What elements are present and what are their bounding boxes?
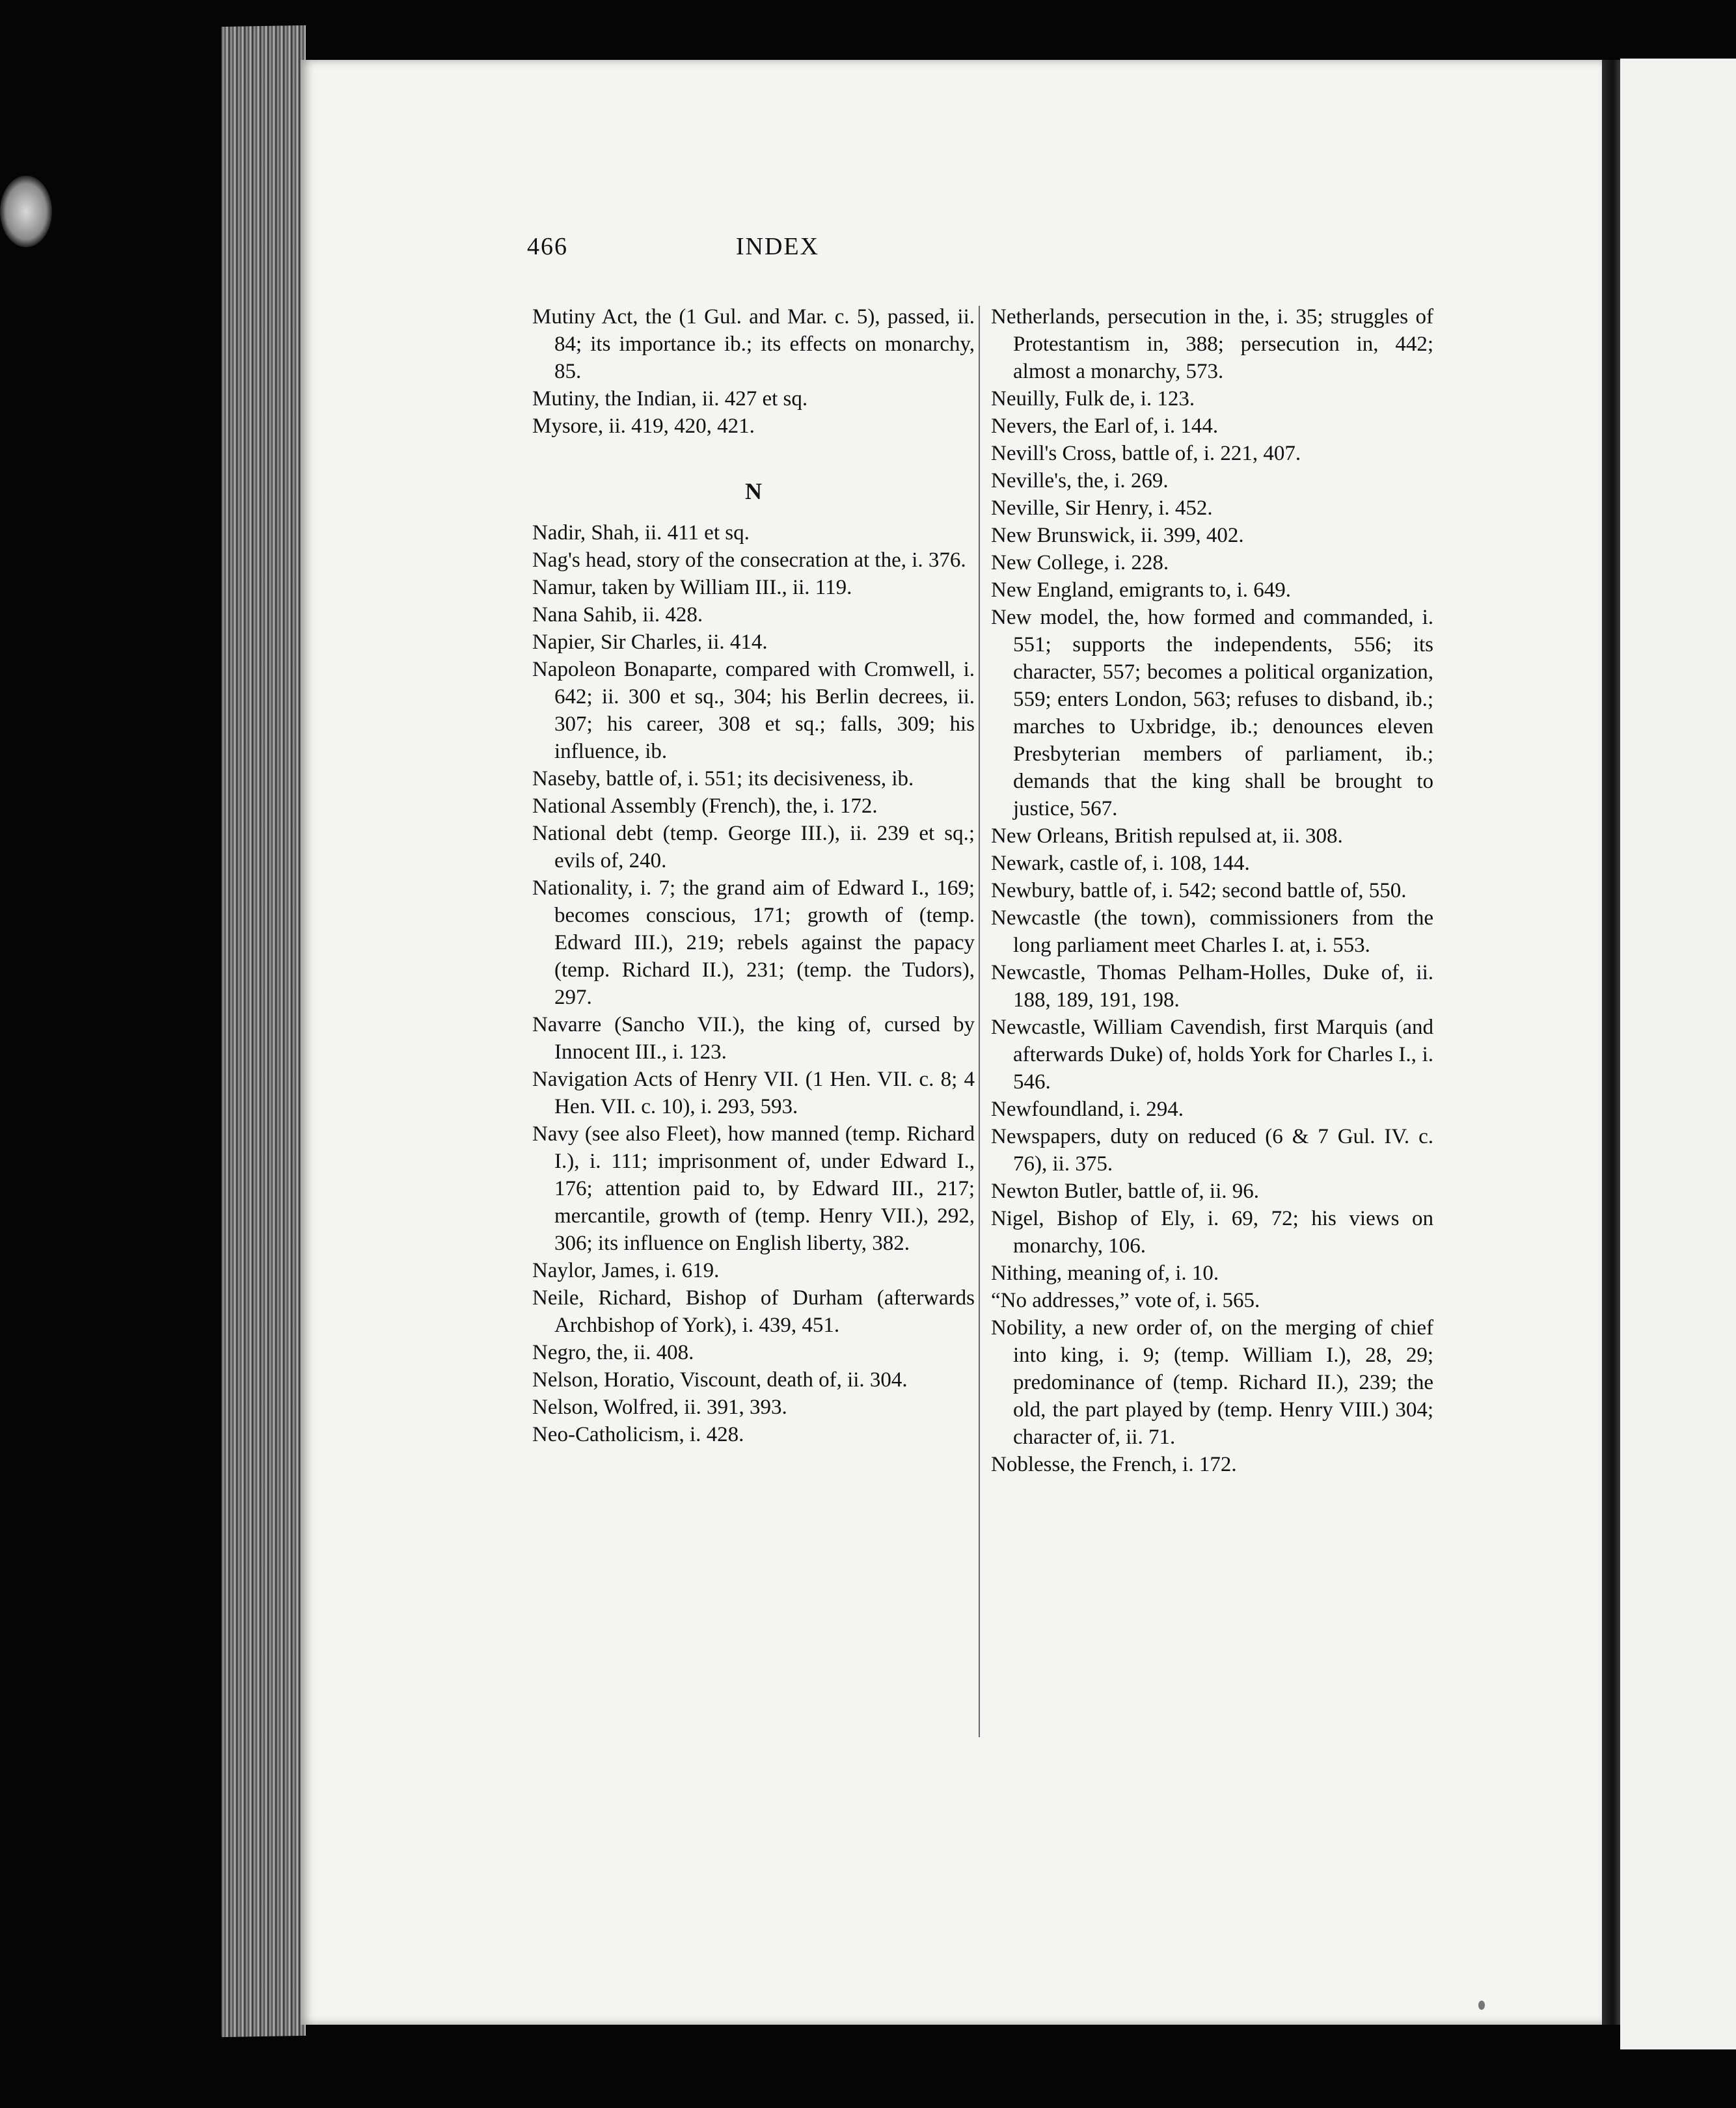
index-entry: New Orleans, British repulsed at, ii. 308. [991,824,1343,848]
index-entry: Newcastle, Thomas Pelham-Holles, Duke of, ii. 188, 189, 191, 198. [991,961,1433,1012]
section-letter: N [745,478,762,504]
page-header [527,232,1028,265]
book-gutter [1602,60,1620,2025]
index-entry: New College, i. 228. [991,551,1169,574]
index-entry: Newfoundland, i. 294. [991,1098,1184,1121]
index-entry: Newark, castle of, i. 108, 144. [991,852,1250,875]
index-entry: Navy (see also Fleet), how manned (temp. Richard I.), i. 111; imprisonment of, under Edward I., 176; attention paid to, by Edward III., 217; mercantile, growth of (temp. Henry VII.), 292, 306; its influence on English liberty, 382. [532,1122,975,1255]
index-entry: “No addresses,” vote of, i. 565. [991,1289,1260,1312]
index-entry: Nigel, Bishop of Ely, i. 69, 72; his views on monarchy, 106. [991,1207,1433,1258]
index-entry: Neile, Richard, Bishop of Durham (afterwards Archbishop of York), i. 439, 451. [532,1286,975,1337]
index-entry: Nobility, a new order of, on the merging of chief into king, i. 9; (temp. William I.), 28, 29; predominance of (temp. Richard II.), 239; the old, the part played by (temp. Henry VIII.) 304; character of, ii. 71. [991,1316,1433,1449]
index-entry: Navigation Acts of Henry VII. (1 Hen. VII. c. 8; 4 Hen. VII. c. 10), i. 293, 593. [532,1068,975,1118]
index-entry: Nadir, Shah, ii. 411 et sq. [532,521,750,545]
index-entry: Navarre (Sancho VII.), the king of, cursed by Innocent III., i. 123. [532,1013,975,1064]
index-entry: Neville, Sir Henry, i. 452. [991,496,1213,520]
column-divider [979,306,980,1737]
index-entry: Nana Sahib, ii. 428. [532,603,703,627]
index-entry: Namur, taken by William III., ii. 119. [532,576,852,599]
index-entry: National Assembly (French), the, i. 172. [532,794,878,818]
index-entry: Nevill's Cross, battle of, i. 221, 407. [991,442,1301,465]
page-edges [221,25,306,2037]
index-entry: Mutiny, the Indian, ii. 427 et sq. [532,387,808,411]
index-entry: Newcastle (the town), commissioners from the long parliament meet Charles I. at, i. 553. [991,906,1433,957]
index-entry: Mysore, ii. 419, 420, 421. [532,414,755,438]
index-entry: Netherlands, persecution in the, i. 35; struggles of Protestantism in, 388; persecution in, 442; almost a monarchy, 573. [991,305,1433,383]
index-entry: Nationality, i. 7; the grand aim of Edward I., 169; becomes conscious, 171; growth of (temp. Edward III.), 219; rebels against the papacy (temp. Richard II.), 231; (temp. the Tudors), 297. [532,876,975,1009]
index-entry: Nelson, Horatio, Viscount, death of, ii. 304. [532,1368,908,1392]
index-entry: Napoleon Bonaparte, compared with Cromwell, i. 642; ii. 300 et sq., 304; his Berlin decrees, ii. 307; his career, 308 et sq.; falls, 309; his influence, ib. [532,658,975,763]
page-number: 466 [527,233,568,260]
index-entry: Noblesse, the French, i. 172. [991,1453,1237,1476]
index-entry: Naylor, James, i. 619. [532,1259,720,1282]
index-entry: National debt (temp. George III.), ii. 239 et sq.; evils of, 240. [532,822,975,872]
index-entry: Neville's, the, i. 269. [991,469,1169,493]
index-column-right [991,303,1433,1478]
index-entry: Newbury, battle of, i. 542; second battle of, 550. [991,879,1407,902]
index-entry: Mutiny Act, the (1 Gul. and Mar. c. 5), passed, ii. 84; its importance ib.; its effects on monarchy, 85. [532,305,975,383]
scan-speck [1478,2001,1485,2010]
index-entry: Newspapers, duty on reduced (6 & 7 Gul. IV. c. 76), ii. 375. [991,1125,1433,1176]
index-entry: Neo-Catholicism, i. 428. [532,1423,744,1446]
index-entry: Negro, the, ii. 408. [532,1341,694,1364]
index-entry: New model, the, how formed and commanded, i. 551; supports the independents, 556; its character, 557; becomes a political organization, 559; enters London, 563; refuses to disband, ib.; marches to Uxbridge, ib.; denounces eleven Presbyterian members of parliament, ib.; demands that the king shall be brought to justice, 567. [991,606,1433,820]
index-entry: Nag's head, story of the consecration at the, i. 376. [532,548,966,572]
scan-smudge [0,176,52,247]
index-column-left [532,303,975,1448]
index-entry: Napier, Sir Charles, ii. 414. [532,630,768,654]
index-entry: Neuilly, Fulk de, i. 123. [991,387,1195,411]
index-entry: New England, emigrants to, i. 649. [991,578,1292,602]
index-entry: Nithing, meaning of, i. 10. [991,1262,1219,1285]
index-entry: New Brunswick, ii. 399, 402. [991,524,1244,547]
index-entry: Newcastle, William Cavendish, first Marquis (and afterwards Duke) of, holds York for Charles I., i. 546. [991,1016,1433,1094]
facing-page-edge [1620,59,1736,2049]
running-title: INDEX [735,233,820,260]
index-entry: Nelson, Wolfred, ii. 391, 393. [532,1396,787,1419]
index-entry: Newton Butler, battle of, ii. 96. [991,1180,1260,1203]
index-entry: Naseby, battle of, i. 551; its decisiveness, ib. [532,767,914,790]
index-entry: Nevers, the Earl of, i. 144. [991,414,1219,438]
